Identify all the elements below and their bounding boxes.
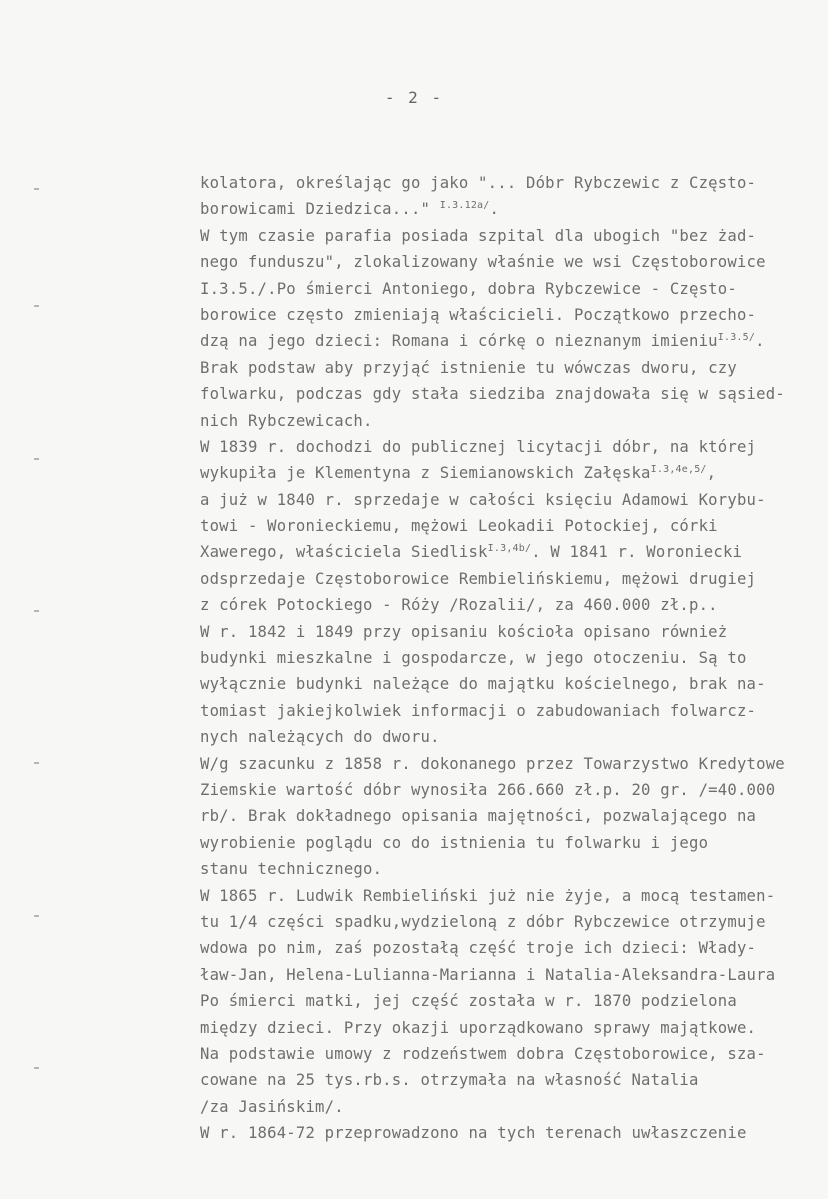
line-text: między dzieci. Przy okazji uporządkowano sprawy majątkowe. [200,1018,757,1037]
line-text: towi - Woronieckiemu, mężowi Leokadii Potockiej, córki [200,517,718,536]
text-line [200,909,826,935]
line-text-tail: . W 1841 r. Woroniecki [531,543,743,562]
text-line [200,777,826,803]
footnote-reference: I.3.12a/ [439,200,490,212]
line-text: Brak podstaw aby przyjąć istnienie tu wówczas dworu, czy [200,358,737,377]
text-line [200,223,826,249]
line-text: dzą na jego dzieci: Romana i córkę o nieznanym imieniu [200,332,718,351]
text-line [200,513,826,539]
text-line [200,751,826,777]
document-body [200,170,826,1146]
text-line [200,935,826,961]
text-line [200,460,826,486]
margin-mark [34,305,39,307]
text-line [200,434,826,460]
line-text: /za Jasińskim/. [200,1097,344,1116]
line-text: cowane na 25 tys.rb.s. otrzymała na własność Natalia [200,1071,699,1090]
margin-mark [34,458,39,460]
line-text: W 1839 r. dochodzi do publicznej licytacji dóbr, na której [200,437,757,456]
margin-mark [34,915,39,917]
line-text: tu 1/4 części spadku,wydzieloną z dóbr Rybczewice otrzymuje [200,912,766,931]
text-line [200,355,826,381]
line-text: kolatora, określając go jako "... Dóbr Rybczewic z Często- [200,174,757,192]
text-line [200,381,826,407]
line-text-tail: , [706,464,717,483]
text-line [200,170,826,196]
line-text: nych należących do dworu. [200,728,440,747]
line-text: z córek Potockiego - Róży /Rozalii/, za 460.000 zł.p.. [200,596,718,615]
line-text: borowice często zmieniają właścicieli. Początkowo przecho- [200,305,757,324]
line-text: budynki mieszkalne i gospodarcze, w jego otoczeniu. Są to [200,649,747,668]
line-text: a już w 1840 r. sprzedaje w całości księciu Adamowi Korybu- [200,490,766,509]
text-line [200,962,826,988]
line-text: tomiast jakiejkolwiek informacji o zabudowaniach folwarcz- [200,701,757,720]
line-text: wykupiła je Klementyna z Siemianowskich Załęska [200,464,651,483]
line-text: odsprzedaje Częstoborowice Rembielińskiemu, mężowi drugiej [200,569,757,588]
line-text: nich Rybczewicach. [200,411,373,430]
line-text: wyrobienie poglądu co do istnienia tu folwarku i jego [200,833,709,852]
text-line [200,724,826,750]
line-text-tail: . [755,332,765,351]
text-line [200,539,826,565]
text-line [200,988,826,1014]
footnote-reference: I.3,4b/ [487,543,532,555]
line-text: folwarku, podczas gdy stała siedziba znajdowała się w sąsied- [200,385,785,404]
text-line [200,276,826,302]
line-text: ław-Jan, Helena-Lulianna-Marianna i Natalia-Aleksandra-Laura [200,965,776,984]
text-line [200,487,826,513]
text-line [200,645,826,671]
line-text: wdowa po nim, zaś pozostałą część troje ich dzieci: Włady- [200,939,757,958]
line-text: Xawerego, właściciela Siedlisk [200,543,488,562]
margin-mark [34,762,39,764]
text-line [200,671,826,697]
text-line [200,592,826,618]
text-line [200,408,826,434]
text-line [200,1120,826,1146]
text-line [200,328,826,354]
line-text-tail: .Po śmierci Antoniego, dobra Rybczewice - Często- [267,279,737,298]
text-line [200,619,826,645]
line-text-tail: . [489,200,500,219]
line-text: W r. 1842 i 1849 przy opisaniu kościoła opisano również [200,622,728,641]
line-text: stanu technicznego. [200,860,383,879]
text-line [200,249,826,275]
line-text: rb/. Brak dokładnego opisania majętności, pozwalającego na [200,807,757,826]
footnote-reference: I.3,4e,5/ [650,464,707,476]
text-line [200,196,826,222]
text-line [200,698,826,724]
text-line [200,830,826,856]
text-line [200,1015,826,1041]
line-text: Po śmierci matki, jej część została w r. 1870 podzielona [200,992,737,1011]
line-text: nego funduszu", zlokalizowany właśnie we wsi Częstoborowice [200,253,766,272]
line-text: Ziemskie wartość dóbr wynosiła 266.660 zł.p. 20 gr. /=40.000 [200,780,776,799]
line-text: I.3.5./ [200,279,268,298]
line-text: W tym czasie parafia posiada szpital dla ubogich "bez żad- [200,226,757,245]
text-line [200,883,826,909]
text-line [200,803,826,829]
margin-mark [34,1067,39,1069]
margin-mark [34,188,39,190]
text-line [200,1067,826,1093]
line-text: W r. 1864-72 przeprowadzono na tych terenach uwłaszczenie [200,1124,747,1143]
line-text: W 1865 r. Ludwik Rembieliński już nie żyje, a mocą testamen- [200,886,776,905]
text-line [200,1094,826,1120]
text-line [200,1041,826,1067]
margin-mark [34,610,39,612]
line-text: W/g szacunku z 1858 r. dokonanego przez Towarzystwo Kredytowe [200,754,785,773]
text-line [200,302,826,328]
line-text: Na podstawie umowy z rodzeństwem dobra Częstoborowice, sza- [200,1044,766,1063]
line-text: borowicami Dziedzica..." [200,200,440,219]
text-line [200,856,826,882]
text-line [200,566,826,592]
page-number: - 2 - [384,88,444,107]
footnote-reference: I.3.5/ [717,332,756,344]
line-text: wyłącznie budynki należące do majątku kościelnego, brak na- [200,675,766,694]
